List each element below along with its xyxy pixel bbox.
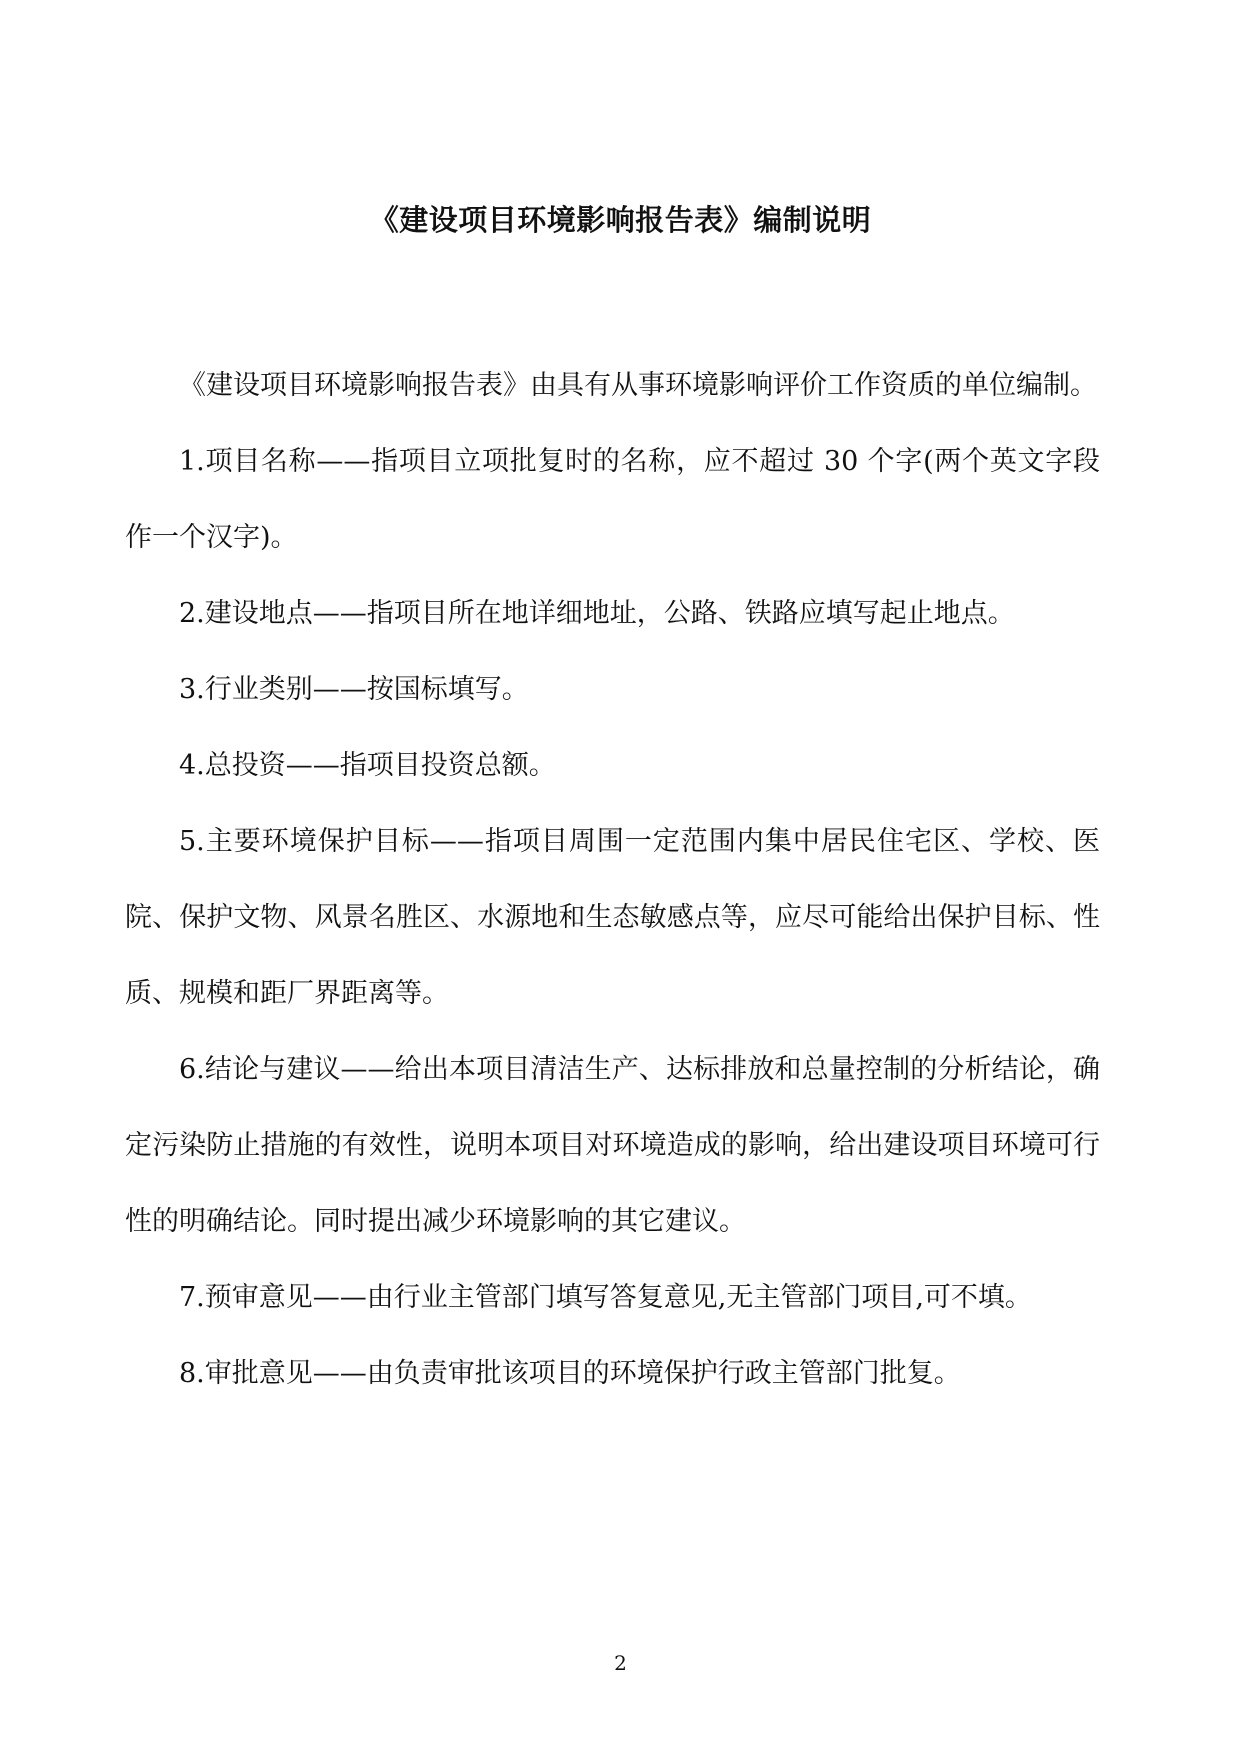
item-industry-category: 3.行业类别——按国标填写。 (179, 674, 529, 705)
page-number: 2 (614, 1651, 627, 1675)
document-title: 《建设项目环境影响报告表》编制说明 (369, 203, 872, 237)
item-construction-site: 2.建设地点——指项目所在地详细地址，公路、铁路应填写起止地点。 (179, 598, 1015, 629)
item-total-investment: 4.总投资——指项目投资总额。 (179, 750, 556, 781)
intro-paragraph: 《建设项目环境影响报告表》由具有从事环境影响评价工作资质的单位编制。 (179, 370, 1097, 401)
item-approval-opinion: 8.审批意见——由负责审批该项目的环境保护行政主管部门批复。 (179, 1358, 961, 1389)
item-pre-review-opinion: 7.预审意见——由行业主管部门填写答复意见,无主管部门项目,可不填。 (179, 1282, 1032, 1313)
item-protection-targets: 5.主要环境保护目标——指项目周围一定范围内集中居民住宅区、学校、医院、保护文物、风景名胜区、水源地和生态敏感点等，应尽可能给出保护目标、性质、规模和距厂界距离等。 (125, 826, 1100, 1009)
item-conclusions: 6.结论与建议——给出本项目清洁生产、达标排放和总量控制的分析结论，确定污染防止措施的有效性，说明本项目对环境造成的影响，给出建设项目环境可行性的明确结论。同时提出减少环境影响的其它建议。 (125, 1054, 1100, 1237)
item-project-name: 1.项目名称——指项目立项批复时的名称，应不超过 30 个字(两个英文字段作一个汉字)。 (125, 446, 1100, 553)
document-body (125, 348, 1100, 1412)
